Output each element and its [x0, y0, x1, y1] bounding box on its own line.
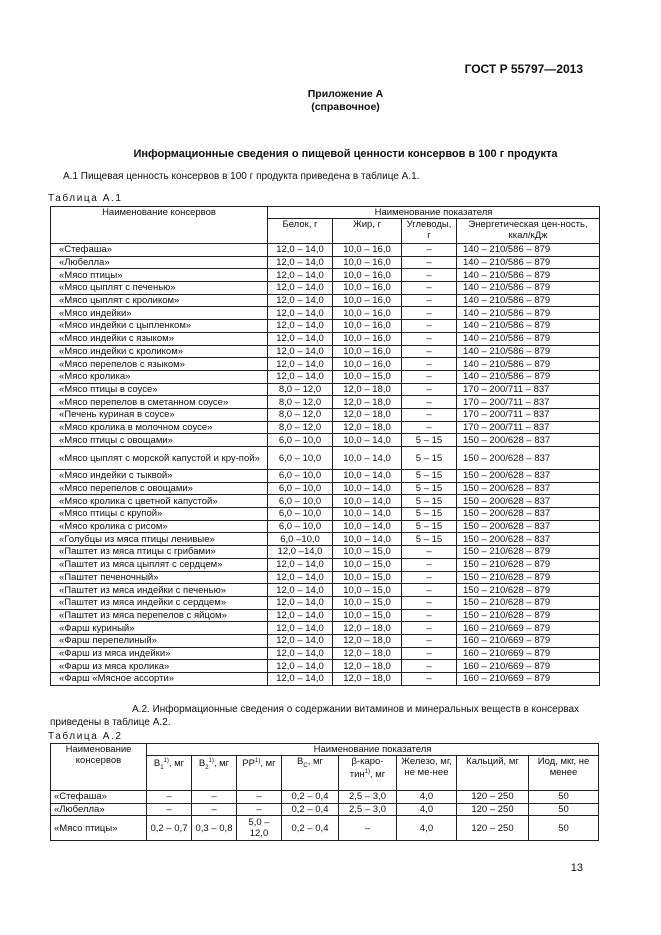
product-name-cell: «Мясо кролика с рисом»	[51, 520, 268, 533]
iodine-cell: 50	[529, 816, 599, 841]
table-row	[51, 307, 600, 320]
appendix-title: Приложение А	[307, 88, 384, 100]
product-name-cell: «Голубцы из мяса птицы ленивые»	[51, 533, 268, 546]
fat-cell: 10,0 – 14,0	[333, 533, 402, 546]
table-row	[51, 470, 600, 483]
energy-cell: 160 – 210/669 – 879	[457, 634, 600, 647]
table-row	[51, 508, 600, 521]
product-name-cell: «Мясо индейки с кроликом»	[51, 345, 268, 358]
fat-cell: 10,0 – 14,0	[333, 447, 402, 470]
product-name-cell: «Паштет печеночный»	[51, 571, 268, 584]
energy-cell: 140 – 210/586 – 879	[457, 294, 600, 307]
table-a1	[50, 206, 600, 686]
paragraph-a2: А.2. Информационные сведения о содержании витаминов и минеральных веществ в консервах приведены в таблице А.2.	[50, 704, 580, 728]
protein-cell: 12,0 – 14,0	[268, 294, 333, 307]
table-row	[51, 816, 599, 841]
product-name-cell: «Мясо перепелов с овощами»	[51, 482, 268, 495]
protein-cell: 12,0 – 14,0	[268, 609, 333, 622]
table-row	[51, 596, 600, 609]
section-heading	[0, 148, 661, 160]
product-name-cell: «Паштет из мяса птицы с грибами»	[51, 546, 268, 559]
energy-cell: 140 – 210/586 – 879	[457, 307, 600, 320]
table-row	[51, 320, 600, 333]
vitamin-c-cell: 0,2 – 0,4	[282, 791, 339, 804]
fat-cell: 10,0 – 16,0	[333, 320, 402, 333]
product-name-cell: «Фарш «Мясное ассорти»	[51, 673, 268, 686]
energy-cell: 140 – 210/586 – 879	[457, 282, 600, 295]
calcium-cell: 120 – 250	[457, 791, 529, 804]
product-name-cell: «Мясо кролика в молочном соусе»	[51, 421, 268, 434]
table1-col-protein: Белок, г	[268, 219, 333, 244]
energy-cell: 150 – 200/628 – 837	[457, 520, 600, 533]
protein-cell: 8,0 – 12,0	[268, 396, 333, 409]
table-row	[51, 447, 600, 470]
protein-cell: 12,0 – 14,0	[268, 320, 333, 333]
product-name-cell: «Фарш перепелиный»	[51, 634, 268, 647]
iron-cell: 4,0	[397, 803, 457, 816]
table2-head-name: Наименование консервов	[51, 744, 147, 791]
fat-cell: 12,0 – 18,0	[333, 396, 402, 409]
carbs-cell: –	[402, 571, 457, 584]
energy-cell: 140 – 210/586 – 879	[457, 269, 600, 282]
energy-cell: 150 – 200/628 – 837	[457, 533, 600, 546]
carbs-cell: –	[402, 244, 457, 257]
product-name-cell: «Мясо цыплят с морской капустой и кру-пой»	[51, 447, 268, 470]
energy-cell: 150 – 200/628 – 837	[457, 470, 600, 483]
table2-body	[51, 791, 599, 841]
paragraph-a1: А.1 Пищевая ценность консервов в 100 г продукта приведена в таблице А.1.	[63, 171, 420, 182]
energy-cell: 150 – 200/628 – 837	[457, 447, 600, 470]
energy-cell: 150 – 200/628 – 837	[457, 495, 600, 508]
energy-cell: 160 – 210/669 – 879	[457, 647, 600, 660]
fat-cell: 10,0 – 16,0	[333, 358, 402, 371]
product-name-cell: «Мясо перепелов в сметанном соусе»	[51, 396, 268, 409]
product-name-cell: «Мясо кролика»	[51, 370, 268, 383]
carbs-cell: –	[402, 256, 457, 269]
vitamin-c-cell: 0,2 – 0,4	[282, 803, 339, 816]
table-row	[51, 660, 600, 673]
energy-cell: 140 – 210/586 – 879	[457, 320, 600, 333]
energy-cell: 140 – 210/586 – 879	[457, 332, 600, 345]
carbs-cell: 5 – 15	[402, 470, 457, 483]
vitamin-b2-cell: –	[192, 803, 237, 816]
carbs-cell: –	[402, 673, 457, 686]
fat-cell: 10,0 – 15,0	[333, 546, 402, 559]
energy-cell: 170 – 200/711 – 837	[457, 408, 600, 421]
fat-cell: 10,0 – 15,0	[333, 571, 402, 584]
product-name-cell: «Мясо перепелов с языком»	[51, 358, 268, 371]
protein-cell: 12,0 – 14,0	[268, 660, 333, 673]
protein-cell: 6,0 – 10,0	[268, 434, 333, 447]
table1-head-name: Наименование консервов	[51, 207, 268, 244]
carbs-cell: 5 – 15	[402, 482, 457, 495]
fat-cell: 10,0 – 14,0	[333, 508, 402, 521]
product-name-cell: «Мясо индейки с тыквой»	[51, 470, 268, 483]
fat-cell: 10,0 – 14,0	[333, 434, 402, 447]
fat-cell: 12,0 – 18,0	[333, 622, 402, 635]
protein-cell: 6,0 – 10,0	[268, 495, 333, 508]
energy-cell: 160 – 210/669 – 879	[457, 622, 600, 635]
product-name-cell: «Мясо птицы с крупой»	[51, 508, 268, 521]
carbs-cell: –	[402, 332, 457, 345]
product-name-cell: «Паштет из мяса индейки с печенью»	[51, 584, 268, 597]
product-name-cell: «Любелла»	[51, 803, 147, 816]
carbs-cell: –	[402, 660, 457, 673]
table2-col-beta-carotene: β-каро-тин$^{1)}$, мг	[339, 756, 397, 791]
product-name-cell: «Мясо птицы в соусе»	[51, 383, 268, 396]
table-row	[51, 622, 600, 635]
protein-cell: 6,0 –10,0	[268, 533, 333, 546]
table2-col-b1: $B_1^{1)}$, мг	[147, 756, 192, 791]
table-row	[51, 370, 600, 383]
fat-cell: 12,0 – 18,0	[333, 421, 402, 434]
appendix-title-block	[0, 88, 661, 114]
carbs-cell: –	[402, 294, 457, 307]
fat-cell: 10,0 – 16,0	[333, 256, 402, 269]
energy-cell: 140 – 210/586 – 879	[457, 358, 600, 371]
product-name-cell: «Любелла»	[51, 256, 268, 269]
beta-carotene-cell: 2,5 – 3,0	[339, 803, 397, 816]
table-row	[51, 421, 600, 434]
fat-cell: 12,0 – 18,0	[333, 660, 402, 673]
table2-col-b2: $B_2^{1)}$, мг	[192, 756, 237, 791]
fat-cell: 10,0 – 14,0	[333, 482, 402, 495]
protein-cell: 12,0 – 14,0	[268, 282, 333, 295]
product-name-cell: «Стефаша»	[51, 244, 268, 257]
protein-cell: 12,0 – 14,0	[268, 596, 333, 609]
carbs-cell: –	[402, 634, 457, 647]
product-name-cell: «Мясо птицы с овощами»	[51, 434, 268, 447]
product-name-cell: «Мясо индейки с языком»	[51, 332, 268, 345]
protein-cell: 12,0 – 14,0	[268, 584, 333, 597]
table-row	[51, 332, 600, 345]
table1-body	[51, 244, 600, 686]
fat-cell: 12,0 – 18,0	[333, 647, 402, 660]
energy-cell: 150 – 200/628 – 837	[457, 508, 600, 521]
protein-cell: 12,0 – 14,0	[268, 244, 333, 257]
standard-number: ГОСТ Р 55797—2013	[464, 62, 583, 76]
beta-carotene-cell: 2,5 – 3,0	[339, 791, 397, 804]
section-heading-text: Информационные сведения о пищевой ценности консервов в 100 г продукта	[133, 148, 558, 160]
table-row	[51, 791, 599, 804]
product-name-cell: «Мясо цыплят с печенью»	[51, 282, 268, 295]
vitamin-pp-cell: –	[237, 791, 282, 804]
table-row	[51, 609, 600, 622]
fat-cell: 10,0 – 16,0	[333, 307, 402, 320]
fat-cell: 12,0 – 18,0	[333, 634, 402, 647]
carbs-cell: 5 – 15	[402, 533, 457, 546]
protein-cell: 6,0 – 10,0	[268, 447, 333, 470]
fat-cell: 10,0 – 14,0	[333, 470, 402, 483]
carbs-cell: –	[402, 596, 457, 609]
energy-cell: 150 – 200/628 – 837	[457, 434, 600, 447]
table2-col-iron: Железо, мг, не ме-нее	[397, 756, 457, 791]
product-name-cell: «Стефаша»	[51, 791, 147, 804]
energy-cell: 160 – 210/669 – 879	[457, 673, 600, 686]
fat-cell: 10,0 – 16,0	[333, 244, 402, 257]
product-name-cell: «Паштет из мяса индейки с сердцем»	[51, 596, 268, 609]
table-row	[51, 358, 600, 371]
table-row	[51, 396, 600, 409]
page-number: 13	[570, 862, 583, 874]
fat-cell: 10,0 – 16,0	[333, 345, 402, 358]
protein-cell: 12,0 – 14,0	[268, 647, 333, 660]
table-a2	[50, 743, 599, 841]
table-row	[51, 269, 600, 282]
protein-cell: 12,0 – 14,0	[268, 256, 333, 269]
table-row	[51, 647, 600, 660]
carbs-cell: 5 – 15	[402, 434, 457, 447]
table-row	[51, 558, 600, 571]
protein-cell: 6,0 – 10,0	[268, 520, 333, 533]
table1-caption: Таблица А.1	[48, 193, 123, 204]
table-row	[51, 584, 600, 597]
fat-cell: 10,0 – 14,0	[333, 495, 402, 508]
protein-cell: 6,0 – 10,0	[268, 482, 333, 495]
table1-col-fat: Жир, г	[333, 219, 402, 244]
vitamin-c-cell: 0,2 – 0,4	[282, 816, 339, 841]
product-name-cell: «Мясо птицы»	[51, 816, 147, 841]
beta-carotene-cell: –	[339, 816, 397, 841]
carbs-cell: –	[402, 370, 457, 383]
protein-cell: 12,0 – 14,0	[268, 370, 333, 383]
protein-cell: 12,0 – 14,0	[268, 332, 333, 345]
product-name-cell: «Фарш из мяса кролика»	[51, 660, 268, 673]
iron-cell: 4,0	[397, 791, 457, 804]
protein-cell: 12,0 – 14,0	[268, 673, 333, 686]
carbs-cell: –	[402, 584, 457, 597]
product-name-cell: «Мясо кролика с цветной капустой»	[51, 495, 268, 508]
energy-cell: 140 – 210/586 – 879	[457, 256, 600, 269]
vitamin-b1-cell: –	[147, 791, 192, 804]
iodine-cell: 50	[529, 791, 599, 804]
vitamin-b2-cell: 0,3 – 0,8	[192, 816, 237, 841]
energy-cell: 150 – 210/628 – 879	[457, 609, 600, 622]
table-row	[51, 634, 600, 647]
energy-cell: 150 – 210/628 – 879	[457, 571, 600, 584]
carbs-cell: 5 – 15	[402, 520, 457, 533]
fat-cell: 12,0 – 18,0	[333, 673, 402, 686]
table-row	[51, 383, 600, 396]
fat-cell: 10,0 – 15,0	[333, 584, 402, 597]
product-name-cell: «Мясо цыплят с кроликом»	[51, 294, 268, 307]
protein-cell: 12,0 –14,0	[268, 546, 333, 559]
protein-cell: 12,0 – 14,0	[268, 358, 333, 371]
carbs-cell: –	[402, 546, 457, 559]
protein-cell: 6,0 – 10,0	[268, 470, 333, 483]
table-row	[51, 482, 600, 495]
energy-cell: 170 – 200/711 – 837	[457, 421, 600, 434]
energy-cell: 160 – 210/669 – 879	[457, 660, 600, 673]
table-row	[51, 282, 600, 295]
energy-cell: 140 – 210/586 – 879	[457, 244, 600, 257]
carbs-cell: –	[402, 408, 457, 421]
fat-cell: 12,0 – 18,0	[333, 383, 402, 396]
calcium-cell: 120 – 250	[457, 803, 529, 816]
protein-cell: 12,0 – 14,0	[268, 269, 333, 282]
protein-cell: 12,0 – 14,0	[268, 307, 333, 320]
table-row	[51, 533, 600, 546]
product-name-cell: «Паштет из мяса цыплят с сердцем»	[51, 558, 268, 571]
protein-cell: 8,0 – 12,0	[268, 408, 333, 421]
table-row	[51, 571, 600, 584]
energy-cell: 140 – 210/586 – 879	[457, 370, 600, 383]
product-name-cell: «Мясо индейки»	[51, 307, 268, 320]
energy-cell: 140 – 210/586 – 879	[457, 345, 600, 358]
appendix-subtitle: (справочное)	[311, 101, 380, 113]
table2-head-group: Наименование показателя	[147, 744, 599, 756]
table2-col-pp: PP$^{1)}$, мг	[237, 756, 282, 791]
calcium-cell: 120 – 250	[457, 816, 529, 841]
fat-cell: 10,0 – 16,0	[333, 332, 402, 345]
carbs-cell: –	[402, 282, 457, 295]
fat-cell: 10,0 – 14,0	[333, 520, 402, 533]
energy-cell: 150 – 200/628 – 837	[457, 482, 600, 495]
protein-cell: 12,0 – 14,0	[268, 558, 333, 571]
carbs-cell: –	[402, 345, 457, 358]
table2-col-iodine: Иод, мкг, не менее	[529, 756, 599, 791]
table2-col-bc: $B_C$, мг	[282, 756, 339, 791]
energy-cell: 150 – 210/628 – 879	[457, 596, 600, 609]
product-name-cell: «Мясо птицы»	[51, 269, 268, 282]
table-row	[51, 803, 599, 816]
table-row	[51, 495, 600, 508]
protein-cell: 12,0 – 14,0	[268, 571, 333, 584]
carbs-cell: –	[402, 647, 457, 660]
protein-cell: 8,0 – 12,0	[268, 383, 333, 396]
vitamin-pp-cell: –	[237, 803, 282, 816]
carbs-cell: –	[402, 383, 457, 396]
table-row	[51, 520, 600, 533]
energy-cell: 150 – 210/628 – 879	[457, 546, 600, 559]
protein-cell: 8,0 – 12,0	[268, 421, 333, 434]
table-row	[51, 546, 600, 559]
table-row	[51, 434, 600, 447]
fat-cell: 10,0 – 15,0	[333, 370, 402, 383]
protein-cell: 12,0 – 14,0	[268, 634, 333, 647]
carbs-cell: –	[402, 307, 457, 320]
fat-cell: 10,0 – 16,0	[333, 269, 402, 282]
table1-col-energy: Энергетическая цен-ность, ккал/кДж	[457, 219, 600, 244]
carbs-cell: 5 – 15	[402, 508, 457, 521]
fat-cell: 10,0 – 16,0	[333, 294, 402, 307]
table-row	[51, 673, 600, 686]
fat-cell: 10,0 – 15,0	[333, 558, 402, 571]
iodine-cell: 50	[529, 803, 599, 816]
vitamin-pp-cell: 5,0 – 12,0	[237, 816, 282, 841]
carbs-cell: –	[402, 269, 457, 282]
vitamin-b2-cell: –	[192, 791, 237, 804]
table2-caption: Таблица А.2	[48, 731, 123, 742]
carbs-cell: –	[402, 320, 457, 333]
fat-cell: 10,0 – 16,0	[333, 282, 402, 295]
product-name-cell: «Печень куриная в соусе»	[51, 408, 268, 421]
product-name-cell: «Фарш из мяса индейки»	[51, 647, 268, 660]
product-name-cell: «Паштет из мяса перепелов с яйцом»	[51, 609, 268, 622]
table-row	[51, 256, 600, 269]
table-row	[51, 408, 600, 421]
vitamin-b1-cell: 0,2 – 0,7	[147, 816, 192, 841]
carbs-cell: 5 – 15	[402, 495, 457, 508]
table-row	[51, 244, 600, 257]
table-row	[51, 345, 600, 358]
carbs-cell: –	[402, 421, 457, 434]
product-name-cell: «Фарш куриный»	[51, 622, 268, 635]
vitamin-b1-cell: –	[147, 803, 192, 816]
iron-cell: 4,0	[397, 816, 457, 841]
table-row	[51, 294, 600, 307]
product-name-cell: «Мясо индейки с цыпленком»	[51, 320, 268, 333]
fat-cell: 10,0 – 15,0	[333, 609, 402, 622]
energy-cell: 150 – 210/628 – 879	[457, 584, 600, 597]
protein-cell: 12,0 – 14,0	[268, 622, 333, 635]
energy-cell: 170 – 200/711 – 837	[457, 383, 600, 396]
carbs-cell: –	[402, 558, 457, 571]
carbs-cell: –	[402, 358, 457, 371]
carbs-cell: –	[402, 622, 457, 635]
fat-cell: 10,0 – 15,0	[333, 596, 402, 609]
table1-col-carbs: Углеводы, г	[402, 219, 457, 244]
table2-col-calcium: Кальций, мг	[457, 756, 529, 791]
carbs-cell: 5 – 15	[402, 447, 457, 470]
energy-cell: 150 – 210/628 – 879	[457, 558, 600, 571]
protein-cell: 6,0 – 10,0	[268, 508, 333, 521]
protein-cell: 12,0 – 14,0	[268, 345, 333, 358]
fat-cell: 12,0 – 18,0	[333, 408, 402, 421]
energy-cell: 170 – 200/711 – 837	[457, 396, 600, 409]
carbs-cell: –	[402, 396, 457, 409]
table1-head-group: Наименование показателя	[268, 207, 600, 219]
carbs-cell: –	[402, 609, 457, 622]
